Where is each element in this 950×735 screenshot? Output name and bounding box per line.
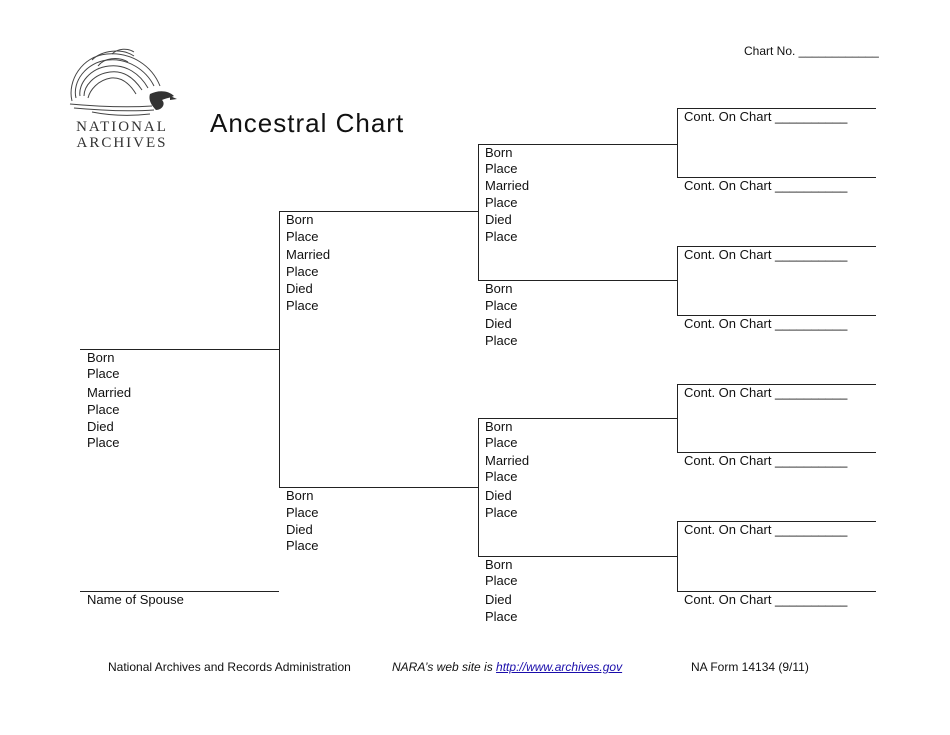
cont-on-chart-field[interactable]: Cont. On Chart __________ xyxy=(684,522,848,537)
born-field[interactable]: Born xyxy=(485,419,513,434)
place-field[interactable]: Place xyxy=(87,435,120,450)
bracket-gen3-top xyxy=(478,144,479,280)
married-field[interactable]: Married xyxy=(485,453,530,468)
footer-website-link[interactable]: http://www.archives.gov xyxy=(496,660,623,674)
died-field[interactable]: Died xyxy=(286,522,313,537)
place-field[interactable]: Place xyxy=(286,298,319,313)
born-field[interactable]: Born xyxy=(485,557,513,572)
born-field[interactable]: Born xyxy=(87,350,115,365)
chart-number-field[interactable]: Chart No. ____________ xyxy=(744,44,879,58)
place-field[interactable]: Place xyxy=(485,229,518,244)
place-field[interactable]: Place xyxy=(485,298,518,313)
place-field[interactable]: Place xyxy=(286,538,319,553)
bracket-gen4-4 xyxy=(677,521,678,591)
footer-website xyxy=(392,660,622,674)
place-field[interactable]: Place xyxy=(485,505,518,520)
died-field[interactable]: Died xyxy=(485,592,512,607)
married-field[interactable]: Married xyxy=(485,178,530,193)
died-field[interactable]: Died xyxy=(485,488,512,503)
died-field[interactable]: Died xyxy=(485,316,512,331)
place-field[interactable]: Place xyxy=(485,573,518,588)
place-field[interactable]: Place xyxy=(485,195,518,210)
footer-agency: National Archives and Records Administration xyxy=(108,660,351,674)
place-field[interactable]: Place xyxy=(485,609,518,624)
eagle-icon xyxy=(62,46,178,120)
place-field[interactable]: Place xyxy=(485,435,518,450)
logo-line-1: NATIONAL xyxy=(76,119,168,135)
page-title: Ancestral Chart xyxy=(210,108,405,138)
place-field[interactable]: Place xyxy=(485,161,518,176)
cont-on-chart-field[interactable]: Cont. On Chart __________ xyxy=(684,247,848,262)
footer-website-prefix: NARA’s web site is xyxy=(392,660,497,674)
born-field[interactable]: Born xyxy=(286,212,314,227)
married-field[interactable]: Married xyxy=(87,385,132,400)
bracket-gen4-2 xyxy=(677,246,678,315)
cont-on-chart-field[interactable]: Cont. On Chart __________ xyxy=(684,592,848,607)
married-field[interactable]: Married xyxy=(286,247,331,262)
cont-on-chart-field[interactable]: Cont. On Chart __________ xyxy=(684,453,848,468)
died-field[interactable]: Died xyxy=(485,212,512,227)
place-field[interactable]: Place xyxy=(87,402,120,417)
place-field[interactable]: Place xyxy=(87,366,120,381)
cont-on-chart-field[interactable]: Cont. On Chart __________ xyxy=(684,178,848,193)
bracket-gen4-3 xyxy=(677,384,678,452)
died-field[interactable]: Died xyxy=(286,281,313,296)
logo-line-2: ARCHIVES xyxy=(76,135,168,151)
born-field[interactable]: Born xyxy=(286,488,314,503)
cont-on-chart-field[interactable]: Cont. On Chart __________ xyxy=(684,316,848,331)
spouse-name-field[interactable]: Name of Spouse xyxy=(87,592,184,607)
born-field[interactable]: Born xyxy=(485,281,513,296)
place-field[interactable]: Place xyxy=(286,505,319,520)
born-field[interactable]: Born xyxy=(485,145,513,160)
place-field[interactable]: Place xyxy=(286,229,319,244)
place-field[interactable]: Place xyxy=(485,469,518,484)
died-field[interactable]: Died xyxy=(87,419,114,434)
cont-on-chart-field[interactable]: Cont. On Chart __________ xyxy=(684,109,848,124)
bracket-gen4-1 xyxy=(677,108,678,177)
place-field[interactable]: Place xyxy=(485,333,518,348)
footer-form-number: NA Form 14134 (9/11) xyxy=(691,660,809,674)
place-field[interactable]: Place xyxy=(286,264,319,279)
bracket-gen2 xyxy=(279,211,280,487)
cont-on-chart-field[interactable]: Cont. On Chart __________ xyxy=(684,385,848,400)
bracket-gen3-bottom xyxy=(478,418,479,556)
